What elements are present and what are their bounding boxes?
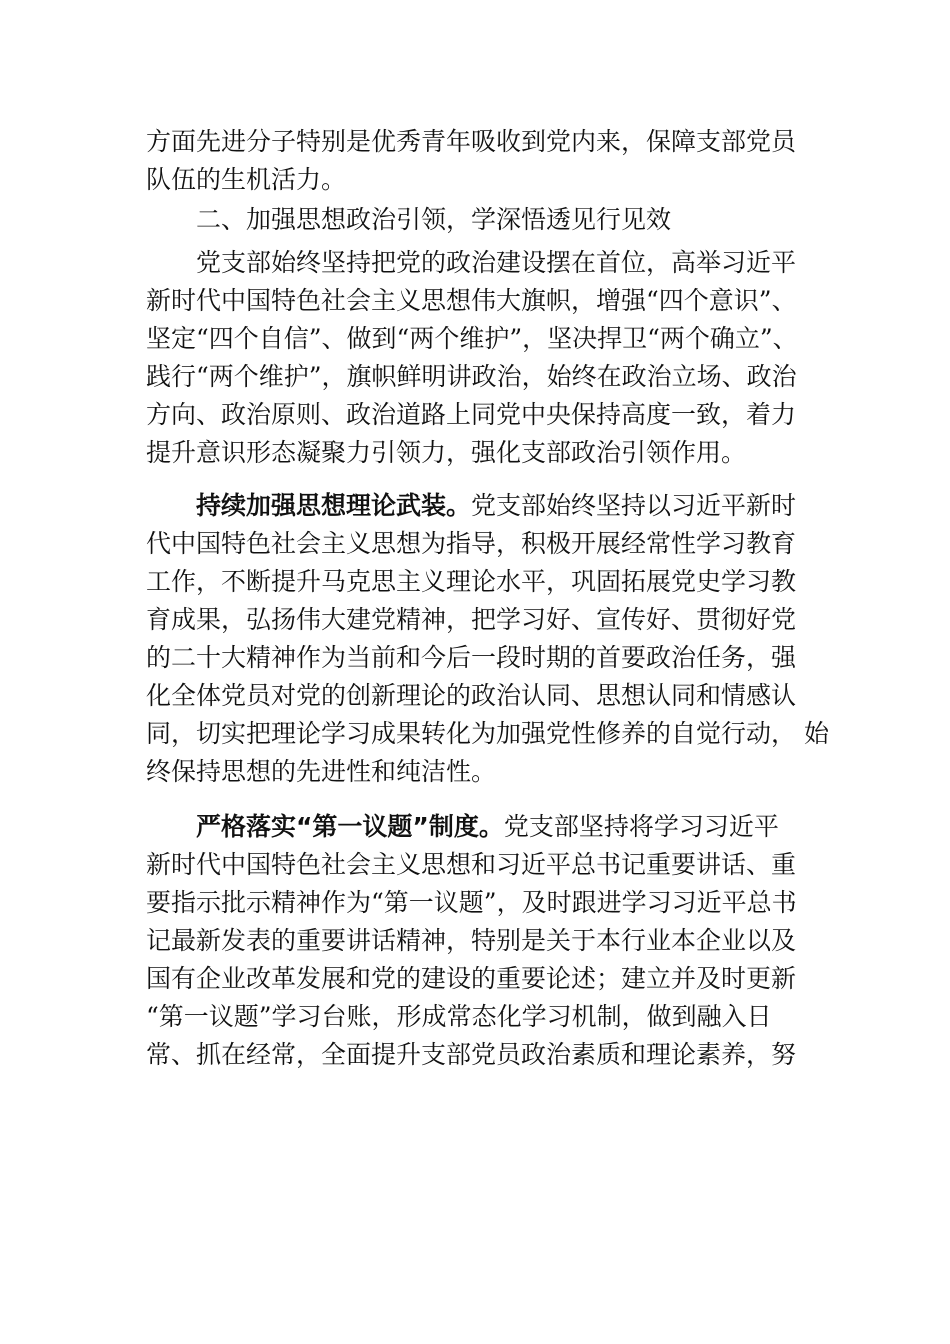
paragraph-line: 方向、政治原则、政治道路上同党中央保持高度一致，着力 [146, 400, 797, 429]
paragraph-line: 坚定“四个自信”、做到“两个维护”，坚决捍卫“两个确立”、 [146, 324, 798, 353]
paragraph-first-line [146, 487, 812, 525]
bold-lead-text: 持续加强思想理论武装。 [196, 491, 472, 520]
paragraph-line: 提升意识形态凝聚力引领力，强化支部政治引领作用。 [146, 438, 747, 467]
paragraph-line: 方面先进分子特别是优秀青年吸收到党内来，保障支部党员 [146, 127, 797, 156]
paragraph-line: 要指示批示精神作为“第一议题”，及时跟进学习习近平总书 [146, 888, 797, 917]
paragraph-line: 同，切实把理论学习成果转化为加强党性修养的自觉行动， 始 [146, 719, 829, 748]
paragraph-3 [146, 487, 829, 791]
paragraph-1 [146, 123, 812, 199]
paragraph-line: 常、抓在经常，全面提升支部党员政治素质和理论素养，努 [146, 1040, 797, 1069]
paragraph-line: “第一议题”学习台账，形成常态化学习机制，做到融入日 [146, 1002, 772, 1031]
section-heading [196, 201, 816, 239]
paragraph-line: 的二十大精神作为当前和今后一段时期的首要政治任务，强 [146, 643, 797, 672]
paragraph-line: 工作，不断提升马克思主义理论水平，巩固拓展党史学习教 [146, 567, 797, 596]
paragraph-line: 国有企业改革发展和党的建设的重要论述；建立并及时更新 [146, 964, 797, 993]
bold-lead-text: 严格落实“第一议题”制度。 [196, 812, 504, 841]
heading-text: 二、加强思想政治引领，学深悟透见行见效 [196, 205, 672, 234]
paragraph-2 [146, 244, 812, 472]
paragraph-line: 终保持思想的先进性和纯洁性。 [146, 757, 497, 786]
paragraph-line: 育成果，弘扬伟大建党精神，把学习好、宣传好、贯彻好党 [146, 605, 797, 634]
paragraph-text: 党支部始终坚持以习近平新时 [471, 491, 797, 520]
paragraph-line: 新时代中国特色社会主义思想和习近平总书记重要讲话、重 [146, 850, 797, 879]
paragraph-line: 化全体党员对党的创新理论的政治认同、思想认同和情感认 [146, 681, 797, 710]
paragraph-line: 代中国特色社会主义思想为指导，积极开展经常性学习教育 [146, 529, 797, 558]
paragraph-line: 新时代中国特色社会主义思想伟大旗帜，增强“四个意识”、 [146, 286, 797, 315]
paragraph-text: 党支部坚持将学习习近平 [503, 812, 779, 841]
paragraph-4 [146, 808, 812, 1074]
paragraph-line: 践行“两个维护”，旗帜鲜明讲政治，始终在政治立场、政治 [146, 362, 797, 391]
paragraph-line: 党支部始终坚持把党的政治建设摆在首位，高举习近平 [196, 248, 797, 277]
paragraph-line: 队伍的生机活力。 [146, 165, 347, 194]
paragraph-first-line [146, 808, 812, 846]
paragraph-line: 记最新发表的重要讲话精神，特别是关于本行业本企业以及 [146, 926, 797, 955]
